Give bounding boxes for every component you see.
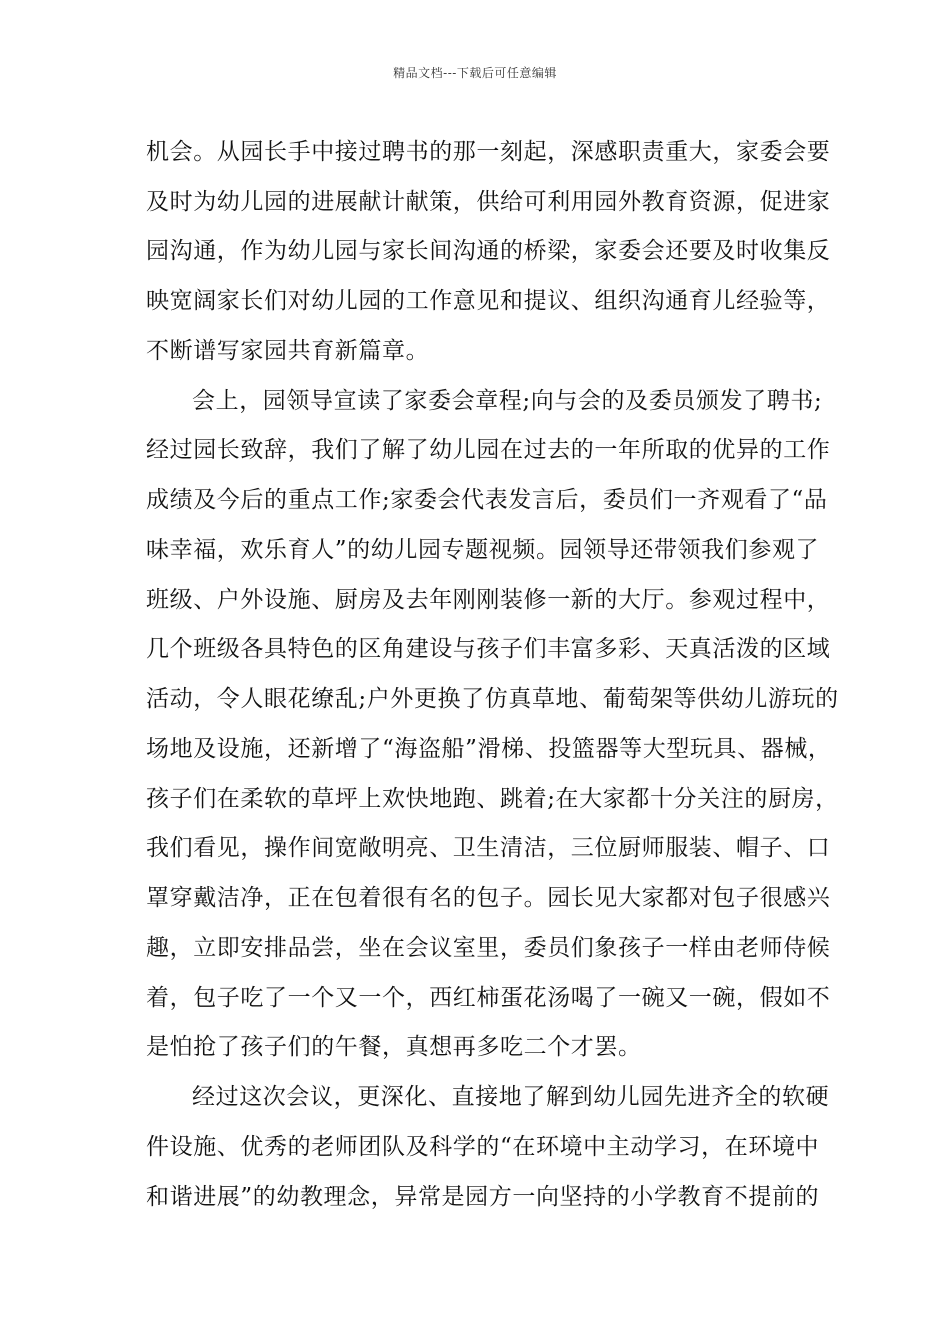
text-line: 场地及设施，还新增了“海盗船”滑梯、投篮器等大型玩具、器械， — [146, 736, 832, 762]
text-line: 活动，令人眼花缭乱;户外更换了仿真草地、葡萄架等供幼儿游玩的 — [146, 686, 839, 712]
paragraph-first-line: 会上，园领导宣读了家委会章程;向与会的及委员颁发了聘书; — [192, 388, 823, 414]
text-line: 和谐进展”的幼教理念，异常是园方一向坚持的小学教育不提前的 — [146, 1184, 820, 1210]
text-line: 着，包子吃了一个又一个，西红柿蛋花汤喝了一碗又一碗，假如不 — [146, 985, 831, 1011]
text-line: 罩穿戴洁净，正在包着很有名的包子。园长见大家都对包子很感兴 — [146, 885, 831, 911]
text-line: 几个班级各具特色的区角建设与孩子们丰富多彩、天真活泼的区域 — [146, 636, 831, 662]
text-line: 经过园长致辞，我们了解了幼儿园在过去的一年所取的优异的工作 — [146, 437, 831, 463]
text-line: 件设施、优秀的老师团队及科学的“在环境中主动学习，在环境中 — [146, 1134, 820, 1160]
text-line: 机会。从园长手中接过聘书的那一刻起，深感职责重大，家委会要 — [146, 139, 831, 165]
text-line: 及时为幼儿园的进展献计献策，供给可利用园外教育资源，促进家 — [146, 189, 831, 215]
text-line: 不断谱写家园共育新篇章。 — [146, 338, 430, 364]
paragraph-first-line: 经过这次会议，更深化、直接地了解到幼儿园先进齐全的软硬 — [192, 1084, 830, 1110]
text-line: 味幸福，欢乐育人”的幼儿园专题视频。园领导还带领我们参观了 — [146, 537, 820, 563]
text-line: 趣，立即安排品尝，坐在会议室里，委员们象孩子一样由老师侍候 — [146, 935, 831, 961]
page-header: 精品文档---下载后可任意编辑 — [393, 66, 557, 80]
text-line: 是怕抢了孩子们的午餐，真想再多吃二个才罢。 — [146, 1034, 642, 1060]
text-line: 我们看见，操作间宽敞明亮、卫生清洁，三位厨师服装、帽子、口 — [146, 835, 831, 861]
text-line: 成绩及今后的重点工作;家委会代表发言后，委员们一齐观看了“品 — [146, 487, 828, 513]
text-line: 园沟通，作为幼儿园与家长间沟通的桥梁，家委会还要及时收集反 — [146, 238, 831, 264]
text-line: 班级、户外设施、厨房及去年刚刚装修一新的大厅。参观过程中， — [146, 587, 831, 613]
text-line: 映宽阔家长们对幼儿园的工作意见和提议、组织沟通育儿经验等， — [146, 288, 831, 314]
text-line: 孩子们在柔软的草坪上欢快地跑、跳着;在大家都十分关注的厨房， — [146, 786, 839, 812]
